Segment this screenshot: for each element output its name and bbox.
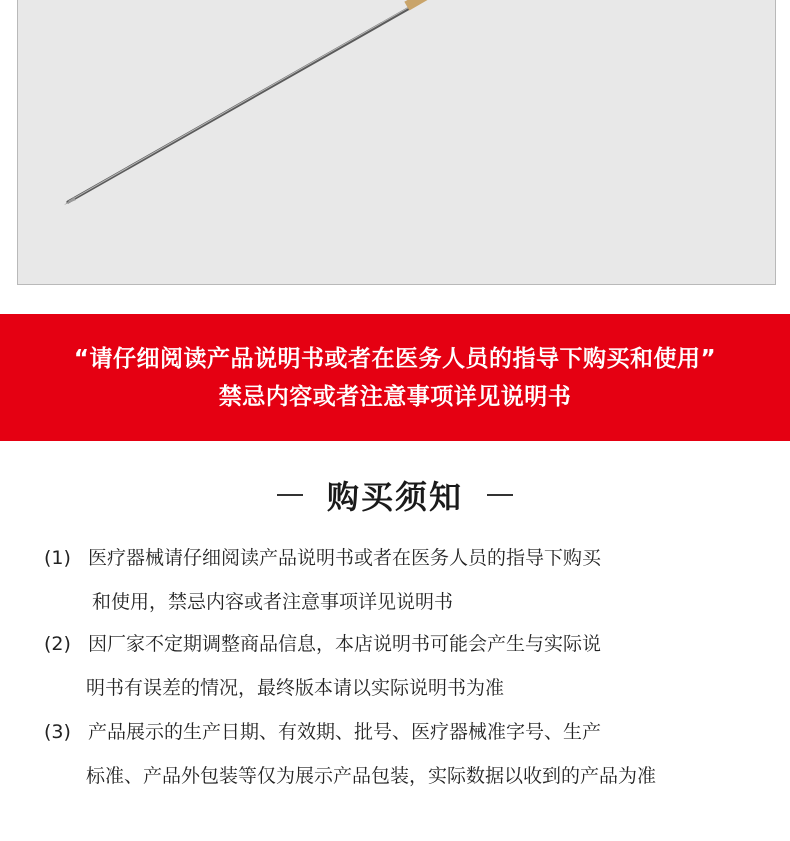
notice-item-3-line-1: 产品展示的生产日期、有效期、批号、医疗器械准字号、生产: [88, 721, 602, 743]
notice-item-1-line-2: 和使用，禁忌内容或者注意事项详见说明书: [92, 591, 454, 613]
notice-item-2-marker: (2): [44, 633, 71, 655]
product-image-frame: [17, 0, 776, 285]
notice-item-3-line-2: 标准、产品外包装等仅为展示产品包装，实际数据以收到的产品为准: [86, 765, 657, 787]
notice-item-3-marker: (3): [44, 721, 71, 743]
warning-banner: [0, 314, 790, 441]
warning-line-2: 禁忌内容或者注意事项详见说明书: [218, 383, 572, 410]
notice-title: 购买须知: [326, 478, 463, 516]
title-dash-left: [277, 494, 303, 496]
needle-image: [18, 0, 776, 285]
title-dash-right: [487, 494, 513, 496]
notice-item-1-line-1: 医疗器械请仔细阅读产品说明书或者在医务人员的指导下购买: [88, 547, 602, 569]
warning-line-1: “请仔细阅读产品说明书或者在医务人员的指导下购买和使用”: [73, 345, 717, 372]
notice-item-2-line-1: 因厂家不定期调整商品信息，本店说明书可能会产生与实际说: [88, 633, 602, 655]
notice-title-row: [0, 472, 790, 518]
notice-item-2-line-2: 明书有误差的情况，最终版本请以实际说明书为准: [86, 677, 505, 699]
notice-item-1-marker: (1): [44, 547, 71, 569]
